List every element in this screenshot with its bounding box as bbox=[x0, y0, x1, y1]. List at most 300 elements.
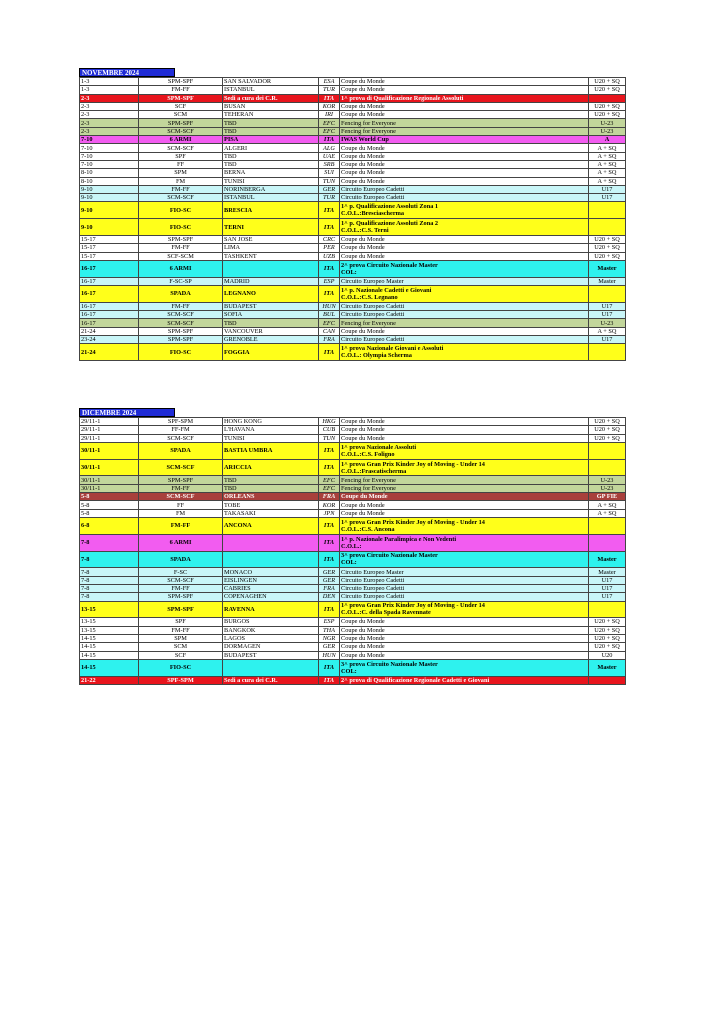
table-row bbox=[80, 219, 626, 236]
location-cell: COPENAGHEN bbox=[223, 593, 319, 601]
date-cell: 7-10 bbox=[80, 144, 139, 152]
competition-cell: Coupe du Monde bbox=[340, 651, 589, 659]
competition-cell: Circuito Europeo Cadetti bbox=[340, 584, 589, 592]
date-cell: 15-17 bbox=[80, 236, 139, 244]
nation-cell: HKG bbox=[319, 418, 340, 426]
location-cell: TBD bbox=[223, 160, 319, 168]
nation-cell: JPN bbox=[319, 509, 340, 517]
section-novembre bbox=[79, 68, 626, 361]
location-cell: TEHERAN bbox=[223, 111, 319, 119]
weapon-cell: 6 ARMI bbox=[139, 136, 223, 144]
competition-line: 1^ p. Qualificazione Assoluti Zona 1 bbox=[341, 203, 439, 211]
table-row bbox=[80, 260, 626, 277]
table-row bbox=[80, 252, 626, 260]
date-cell: 7-8 bbox=[80, 551, 139, 568]
nation-cell: EFC bbox=[319, 119, 340, 127]
location-cell: ORLEANS bbox=[223, 493, 319, 501]
table-row bbox=[80, 244, 626, 252]
competition-line: 1^ prova Nazionale Giovani e Assoluti bbox=[341, 345, 444, 353]
table-row bbox=[80, 442, 626, 459]
nation-cell: DEN bbox=[319, 593, 340, 601]
competition-cell: Circuito Europeo Cadetti bbox=[340, 593, 589, 601]
table-row bbox=[80, 659, 626, 676]
nation-cell: THA bbox=[319, 626, 340, 634]
date-cell: 7-10 bbox=[80, 152, 139, 160]
nation-cell: TUR bbox=[319, 194, 340, 202]
date-cell: 30/11-1 bbox=[80, 459, 139, 476]
location-cell: TUNISI bbox=[223, 434, 319, 442]
location-cell: LEGNANO bbox=[223, 286, 319, 303]
table-row bbox=[80, 534, 626, 551]
month-header: NOVEMBRE 2024 bbox=[79, 68, 175, 77]
calendar-table bbox=[79, 417, 626, 685]
date-cell: 9-10 bbox=[80, 185, 139, 193]
competition-cell bbox=[340, 459, 589, 476]
table-row bbox=[80, 119, 626, 127]
competition-cell: Coupe du Monde bbox=[340, 252, 589, 260]
weapon-cell: F-SC-SP bbox=[139, 277, 223, 285]
nation-cell: UAE bbox=[319, 152, 340, 160]
weapon-cell: SPM-SPF bbox=[139, 119, 223, 127]
competition-cell: Coupe du Monde bbox=[340, 144, 589, 152]
weapon-cell: SPM-SPF bbox=[139, 601, 223, 618]
nation-cell: ESP bbox=[319, 618, 340, 626]
location-cell: PISA bbox=[223, 136, 319, 144]
competition-cell: Coupe du Monde bbox=[340, 169, 589, 177]
nation-cell: HUN bbox=[319, 302, 340, 310]
nation-cell: FRA bbox=[319, 584, 340, 592]
nation-cell: TUN bbox=[319, 434, 340, 442]
weapon-cell: FM bbox=[139, 177, 223, 185]
weapon-cell: SPM-SPF bbox=[139, 476, 223, 484]
nation-cell: ITA bbox=[319, 202, 340, 219]
nation-cell: EFC bbox=[319, 476, 340, 484]
table-row bbox=[80, 418, 626, 426]
nation-cell: FRA bbox=[319, 336, 340, 344]
location-cell: ANCONA bbox=[223, 517, 319, 534]
nation-cell: FRA bbox=[319, 493, 340, 501]
nation-cell: ITA bbox=[319, 601, 340, 618]
month-header: DICEMBRE 2024 bbox=[79, 408, 175, 417]
category-cell: U20 + SQ bbox=[589, 111, 626, 119]
weapon-cell: SCM-SCF bbox=[139, 311, 223, 319]
competition-cell: Coupe du Monde bbox=[340, 643, 589, 651]
location-cell: TBD bbox=[223, 484, 319, 492]
weapon-cell: FF-FM bbox=[139, 426, 223, 434]
table-row bbox=[80, 169, 626, 177]
nation-cell: ITA bbox=[319, 219, 340, 236]
date-cell: 16-17 bbox=[80, 311, 139, 319]
organizer-line: C.O.L.:C.S. Ancona bbox=[341, 525, 395, 533]
organizer-line: COL: bbox=[341, 667, 357, 675]
location-cell: SAN SALVADOR bbox=[223, 78, 319, 86]
nation-cell: EFC bbox=[319, 127, 340, 135]
date-cell: 30/11-1 bbox=[80, 476, 139, 484]
nation-cell: ESP bbox=[319, 277, 340, 285]
location-cell: BUSAN bbox=[223, 102, 319, 110]
nation-cell: ITA bbox=[319, 551, 340, 568]
competition-line: 3^ prova Circuito Nazionale Master bbox=[341, 660, 438, 668]
category-cell: U20 + SQ bbox=[589, 252, 626, 260]
date-cell: 29/11-1 bbox=[80, 418, 139, 426]
competition-cell: Coupe du Monde bbox=[340, 509, 589, 517]
competition-cell: Coupe du Monde bbox=[340, 160, 589, 168]
weapon-cell: FM-FF bbox=[139, 626, 223, 634]
location-cell: BASTIA UMBRA bbox=[223, 442, 319, 459]
category-cell: U20 + SQ bbox=[589, 618, 626, 626]
nation-cell: NGR bbox=[319, 634, 340, 642]
competition-cell: Coupe du Monde bbox=[340, 434, 589, 442]
weapon-cell: SPF-SPM bbox=[139, 676, 223, 684]
category-cell: U20 bbox=[589, 651, 626, 659]
competition-cell: 1^ prova di Qualificazione Regionale Assoluti bbox=[340, 94, 589, 102]
category-cell: A + SQ bbox=[589, 509, 626, 517]
weapon-cell: SPM-SPF bbox=[139, 94, 223, 102]
location-cell: NORINBERGA bbox=[223, 185, 319, 193]
competition-cell bbox=[340, 659, 589, 676]
weapon-cell: 6 ARMI bbox=[139, 534, 223, 551]
location-cell: CABRIES bbox=[223, 584, 319, 592]
competition-cell: Fencing for Everyone bbox=[340, 476, 589, 484]
date-cell: 16-17 bbox=[80, 277, 139, 285]
category-cell: U17 bbox=[589, 584, 626, 592]
date-cell: 21-24 bbox=[80, 344, 139, 361]
table-row bbox=[80, 160, 626, 168]
nation-cell: CAN bbox=[319, 327, 340, 335]
date-cell: 15-17 bbox=[80, 252, 139, 260]
competition-cell: Circuito Europeo Master bbox=[340, 277, 589, 285]
organizer-line: C.O.L.: Olympia Scherma bbox=[341, 352, 412, 360]
competition-cell: Circuito Europeo Cadetti bbox=[340, 336, 589, 344]
weapon-cell: FM bbox=[139, 509, 223, 517]
organizer-line: C.O.L.:C. della Spada Ravennate bbox=[341, 609, 431, 617]
date-cell: 2-3 bbox=[80, 111, 139, 119]
nation-cell: KOR bbox=[319, 501, 340, 509]
competition-cell: Coupe du Monde bbox=[340, 86, 589, 94]
location-cell bbox=[223, 659, 319, 676]
category-cell: A + SQ bbox=[589, 160, 626, 168]
weapon-cell: SPADA bbox=[139, 442, 223, 459]
location-cell: TBD bbox=[223, 476, 319, 484]
location-cell: Sedi a cura dei C.R. bbox=[223, 676, 319, 684]
location-cell: HONG KONG bbox=[223, 418, 319, 426]
table-row bbox=[80, 501, 626, 509]
nation-cell: UZB bbox=[319, 252, 340, 260]
competition-cell bbox=[340, 202, 589, 219]
competition-cell bbox=[340, 286, 589, 303]
table-row bbox=[80, 634, 626, 642]
location-cell: MADRID bbox=[223, 277, 319, 285]
location-cell: RAVENNA bbox=[223, 601, 319, 618]
location-cell: L'HAVANA bbox=[223, 426, 319, 434]
table-row bbox=[80, 152, 626, 160]
table-row bbox=[80, 676, 626, 684]
date-cell: 7-10 bbox=[80, 136, 139, 144]
section-dicembre bbox=[79, 408, 626, 685]
competition-cell: Coupe du Monde bbox=[340, 426, 589, 434]
location-cell: BERNA bbox=[223, 169, 319, 177]
table-row bbox=[80, 127, 626, 135]
date-cell: 7-8 bbox=[80, 534, 139, 551]
competition-cell: Coupe du Monde bbox=[340, 327, 589, 335]
competition-cell: Coupe du Monde bbox=[340, 244, 589, 252]
weapon-cell: SPM-SPF bbox=[139, 336, 223, 344]
date-cell: 15-17 bbox=[80, 244, 139, 252]
table-row bbox=[80, 336, 626, 344]
competition-cell: Coupe du Monde bbox=[340, 418, 589, 426]
nation-cell: PER bbox=[319, 244, 340, 252]
table-row bbox=[80, 236, 626, 244]
date-cell: 16-17 bbox=[80, 302, 139, 310]
date-cell: 13-15 bbox=[80, 626, 139, 634]
table-row bbox=[80, 202, 626, 219]
date-cell: 8-10 bbox=[80, 177, 139, 185]
category-cell: U20 + SQ bbox=[589, 626, 626, 634]
competition-line: 2^ prova Circuito Nazionale Master bbox=[341, 261, 438, 269]
category-cell bbox=[589, 202, 626, 219]
date-cell: 9-10 bbox=[80, 219, 139, 236]
date-cell: 8-10 bbox=[80, 169, 139, 177]
competition-line: 1^ prova Gran Prix Kinder Joy of Moving - Under 14 bbox=[341, 460, 485, 468]
location-cell: BANGKOK bbox=[223, 626, 319, 634]
table-row bbox=[80, 584, 626, 592]
date-cell: 21-24 bbox=[80, 327, 139, 335]
date-cell: 29/11-1 bbox=[80, 426, 139, 434]
table-row bbox=[80, 102, 626, 110]
category-cell: U17 bbox=[589, 576, 626, 584]
competition-cell: Coupe du Monde bbox=[340, 618, 589, 626]
category-cell: U17 bbox=[589, 311, 626, 319]
nation-cell: EFC bbox=[319, 484, 340, 492]
nation-cell: HUN bbox=[319, 651, 340, 659]
category-cell: U20 + SQ bbox=[589, 434, 626, 442]
competition-line: 1^ prova Gran Prix Kinder Joy of Moving - Under 14 bbox=[341, 518, 485, 526]
weapon-cell: SCM-SCF bbox=[139, 319, 223, 327]
competition-cell: Coupe du Monde bbox=[340, 102, 589, 110]
table-row bbox=[80, 136, 626, 144]
competition-cell: Fencing for Everyone bbox=[340, 484, 589, 492]
date-cell: 1-3 bbox=[80, 86, 139, 94]
competition-cell bbox=[340, 551, 589, 568]
calendar-table bbox=[79, 77, 626, 361]
table-row bbox=[80, 517, 626, 534]
competition-cell bbox=[340, 442, 589, 459]
weapon-cell: F-SC bbox=[139, 568, 223, 576]
weapon-cell: SPF-SPM bbox=[139, 418, 223, 426]
date-cell: 9-10 bbox=[80, 202, 139, 219]
nation-cell: CRC bbox=[319, 236, 340, 244]
category-cell: A + SQ bbox=[589, 501, 626, 509]
table-row bbox=[80, 493, 626, 501]
competition-cell: Circuito Europeo Cadetti bbox=[340, 194, 589, 202]
competition-cell: Coupe du Monde bbox=[340, 634, 589, 642]
nation-cell: GER bbox=[319, 185, 340, 193]
date-cell: 23-24 bbox=[80, 336, 139, 344]
nation-cell: ITA bbox=[319, 442, 340, 459]
competition-cell: Fencing for Everyone bbox=[340, 127, 589, 135]
category-cell bbox=[589, 601, 626, 618]
location-cell: LAGOS bbox=[223, 634, 319, 642]
category-cell bbox=[589, 459, 626, 476]
location-cell: BUDAPEST bbox=[223, 651, 319, 659]
competition-line: 1^ p. Qualificazione Assoluti Zona 2 bbox=[341, 220, 439, 228]
date-cell: 14-15 bbox=[80, 659, 139, 676]
category-cell: U-23 bbox=[589, 476, 626, 484]
table-row bbox=[80, 311, 626, 319]
weapon-cell: SCF-SCM bbox=[139, 252, 223, 260]
date-cell: 13-15 bbox=[80, 601, 139, 618]
table-row bbox=[80, 302, 626, 310]
location-cell: BUDAPEST bbox=[223, 302, 319, 310]
nation-cell: ITA bbox=[319, 136, 340, 144]
table-row bbox=[80, 319, 626, 327]
weapon-cell: FF bbox=[139, 501, 223, 509]
category-cell: Master bbox=[589, 551, 626, 568]
competition-line: 1^ prova Nazionale Assoluti bbox=[341, 443, 417, 451]
competition-line: 1^ p. Nazionale Paralimpica e Non Vedenti bbox=[341, 535, 457, 543]
weapon-cell: FM-FF bbox=[139, 86, 223, 94]
date-cell: 16-17 bbox=[80, 319, 139, 327]
nation-cell: SUI bbox=[319, 169, 340, 177]
nation-cell: ALG bbox=[319, 144, 340, 152]
date-cell: 30/11-1 bbox=[80, 442, 139, 459]
competition-cell: Fencing for Everyone bbox=[340, 119, 589, 127]
weapon-cell: SCM bbox=[139, 111, 223, 119]
date-cell: 13-15 bbox=[80, 618, 139, 626]
category-cell: U20 + SQ bbox=[589, 78, 626, 86]
competition-cell bbox=[340, 219, 589, 236]
nation-cell: ITA bbox=[319, 659, 340, 676]
weapon-cell: SPM bbox=[139, 169, 223, 177]
weapon-cell: FM-FF bbox=[139, 584, 223, 592]
table-row bbox=[80, 86, 626, 94]
weapon-cell: FM-FF bbox=[139, 185, 223, 193]
category-cell: U-23 bbox=[589, 319, 626, 327]
nation-cell: GER bbox=[319, 576, 340, 584]
location-cell: ARICCIA bbox=[223, 459, 319, 476]
organizer-line: C.O.L.:C.S. Legnano bbox=[341, 293, 398, 301]
table-row bbox=[80, 576, 626, 584]
category-cell: U20 + SQ bbox=[589, 418, 626, 426]
date-cell: 2-3 bbox=[80, 119, 139, 127]
location-cell: TUNISI bbox=[223, 177, 319, 185]
category-cell: Master bbox=[589, 260, 626, 277]
location-cell: EISLINGEN bbox=[223, 576, 319, 584]
weapon-cell: FIO-SC bbox=[139, 202, 223, 219]
weapon-cell: 6 ARMI bbox=[139, 260, 223, 277]
table-row bbox=[80, 327, 626, 335]
competition-cell: Fencing for Everyone bbox=[340, 319, 589, 327]
competition-cell: Coupe du Monde bbox=[340, 78, 589, 86]
competition-cell: Circuito Europeo Cadetti bbox=[340, 185, 589, 193]
category-cell: Master bbox=[589, 568, 626, 576]
competition-cell: Circuito Europeo Cadetti bbox=[340, 311, 589, 319]
category-cell: A + SQ bbox=[589, 152, 626, 160]
category-cell: U-23 bbox=[589, 119, 626, 127]
competition-cell bbox=[340, 601, 589, 618]
location-cell: Sedi a cura dei C.R. bbox=[223, 94, 319, 102]
category-cell: Master bbox=[589, 277, 626, 285]
weapon-cell: SCM-SCF bbox=[139, 576, 223, 584]
location-cell: ALGERI bbox=[223, 144, 319, 152]
table-row bbox=[80, 601, 626, 618]
location-cell: TBD bbox=[223, 319, 319, 327]
date-cell: 7-8 bbox=[80, 593, 139, 601]
category-cell bbox=[589, 517, 626, 534]
table-row bbox=[80, 111, 626, 119]
category-cell: A + SQ bbox=[589, 327, 626, 335]
category-cell: U20 + SQ bbox=[589, 244, 626, 252]
table-row bbox=[80, 568, 626, 576]
location-cell: TBD bbox=[223, 127, 319, 135]
location-cell: FOGGIA bbox=[223, 344, 319, 361]
weapon-cell: SPF bbox=[139, 618, 223, 626]
location-cell: SOFIA bbox=[223, 311, 319, 319]
location-cell: GRENOBLE bbox=[223, 336, 319, 344]
competition-cell: Coupe du Monde bbox=[340, 236, 589, 244]
nation-cell: ITA bbox=[319, 676, 340, 684]
category-cell bbox=[589, 442, 626, 459]
category-cell: U20 + SQ bbox=[589, 102, 626, 110]
competition-cell bbox=[340, 344, 589, 361]
weapon-cell: SPM-SPF bbox=[139, 593, 223, 601]
nation-cell: BUL bbox=[319, 311, 340, 319]
nation-cell: EFC bbox=[319, 319, 340, 327]
competition-cell: 2^ prova di Qualificazione Regionale Cadetti e Giovani bbox=[340, 676, 589, 684]
table-row bbox=[80, 618, 626, 626]
competition-cell: Circuito Europeo Master bbox=[340, 568, 589, 576]
location-cell: TAKASAKI bbox=[223, 509, 319, 517]
nation-cell: KOR bbox=[319, 102, 340, 110]
category-cell bbox=[589, 344, 626, 361]
category-cell: U20 + SQ bbox=[589, 634, 626, 642]
weapon-cell: SCM-SCF bbox=[139, 434, 223, 442]
competition-cell: IWAS World Cup bbox=[340, 136, 589, 144]
category-cell bbox=[589, 94, 626, 102]
nation-cell: ITA bbox=[319, 517, 340, 534]
nation-cell: ESA bbox=[319, 78, 340, 86]
date-cell: 5-8 bbox=[80, 501, 139, 509]
date-cell: 16-17 bbox=[80, 260, 139, 277]
category-cell: GP FIE bbox=[589, 493, 626, 501]
competition-line: 3^ prova Circuito Nazionale Master bbox=[341, 552, 438, 560]
date-cell: 5-8 bbox=[80, 493, 139, 501]
weapon-cell: SPADA bbox=[139, 286, 223, 303]
category-cell: U20 + SQ bbox=[589, 86, 626, 94]
date-cell: 16-17 bbox=[80, 286, 139, 303]
table-row bbox=[80, 484, 626, 492]
competition-cell bbox=[340, 534, 589, 551]
category-cell: U17 bbox=[589, 194, 626, 202]
location-cell: TBD bbox=[223, 152, 319, 160]
date-cell: 9-10 bbox=[80, 194, 139, 202]
table-row bbox=[80, 459, 626, 476]
date-cell: 29/11-1 bbox=[80, 434, 139, 442]
weapon-cell: FF bbox=[139, 160, 223, 168]
table-row bbox=[80, 78, 626, 86]
table-row bbox=[80, 344, 626, 361]
competition-cell: Coupe du Monde bbox=[340, 493, 589, 501]
weapon-cell: SCM-SCF bbox=[139, 459, 223, 476]
weapon-cell: SPADA bbox=[139, 551, 223, 568]
table-row bbox=[80, 94, 626, 102]
date-cell: 5-8 bbox=[80, 509, 139, 517]
competition-cell: Coupe du Monde bbox=[340, 177, 589, 185]
table-row bbox=[80, 194, 626, 202]
weapon-cell: SPF bbox=[139, 152, 223, 160]
location-cell: BRESCIA bbox=[223, 202, 319, 219]
location-cell: ISTANBUL bbox=[223, 86, 319, 94]
